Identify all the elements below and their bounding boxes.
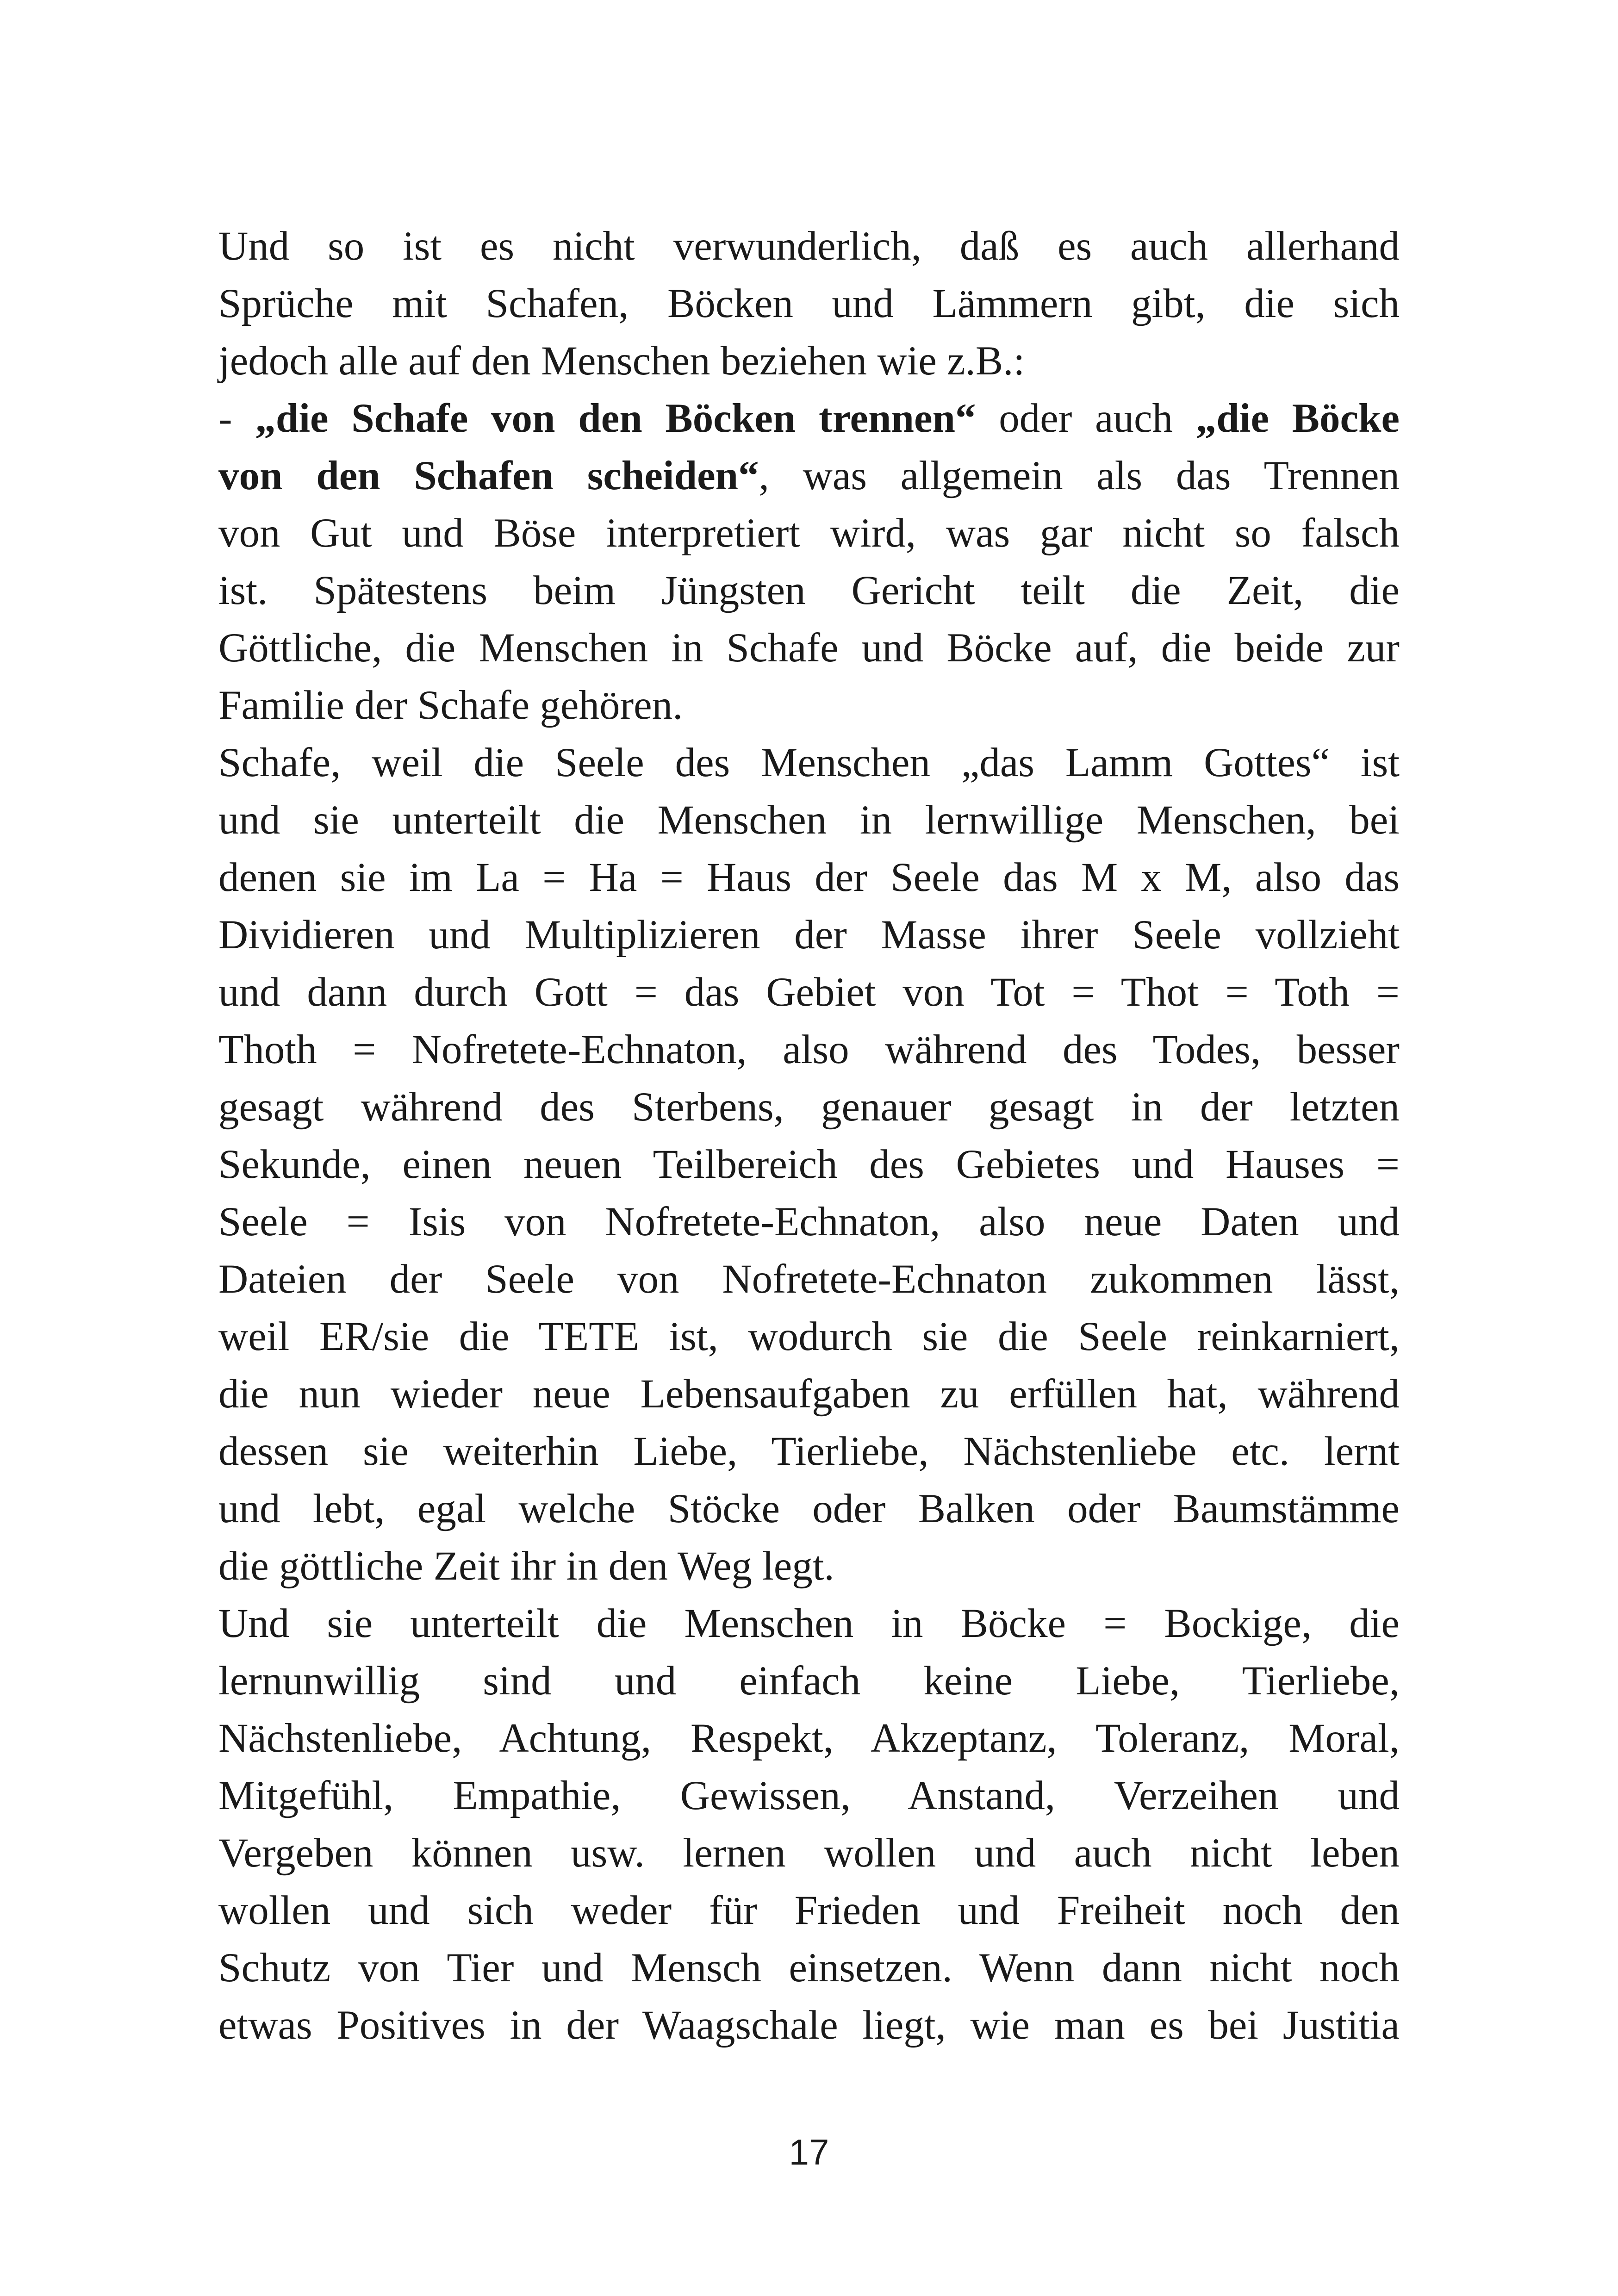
text-line [218,1078,1400,1136]
text-run: die nun wieder neue Lebensaufgaben zu erfüllen hat, während [218,1371,1400,1417]
text-line [218,447,1400,504]
text-line [218,562,1400,619]
text-line [218,1939,1400,1997]
text-run: etwas Positives in der Waagschale liegt, wie man es bei Justitia [218,2003,1400,2048]
text-line [218,1193,1400,1251]
text-run: von Gut und Böse interpretiert wird, was gar nicht so falsch [218,510,1400,556]
text-run: und dann durch Gott = das Gebiet von Tot = Thot = Toth = [218,970,1400,1015]
text-run: und lebt, egal welche Stöcke oder Balken oder Baumstämme [218,1486,1400,1531]
text-run: die göttliche Zeit ihr in den Weg legt. [218,1543,834,1589]
text-run: jedoch alle auf den Menschen beziehen wie z.B.: [218,338,1025,384]
text-line [218,619,1400,677]
text-run: , was allgemein als das Trennen [759,453,1400,498]
page-number: 17 [789,2132,829,2172]
text-line [218,218,1400,275]
text-run: Mitgefühl, Empathie, Gewissen, Anstand, Verzeihen und [218,1773,1400,1818]
text-line [218,1537,1400,1595]
text-line [218,275,1400,332]
text-run: dessen sie weiterhin Liebe, Tierliebe, Nächstenliebe etc. lernt [218,1429,1400,1474]
text-run: Schafe, weil die Seele des Menschen „das Lamm Gottes“ ist [218,740,1400,785]
text-run: lernunwillig sind und einfach keine Liebe, Tierliebe, [218,1658,1400,1704]
body-text [218,218,1400,2054]
text-line [218,332,1400,390]
text-line [218,1652,1400,1710]
text-run: denen sie im La = Ha = Haus der Seele das M x M, also das [218,855,1400,900]
text-line [218,1710,1400,1767]
text-line [218,1882,1400,1939]
text-run: Dividieren und Multiplizieren der Masse ihrer Seele vollzieht [218,912,1400,958]
text-run: Familie der Schafe gehören. [218,683,683,728]
text-line [218,1767,1400,1824]
text-run: Sprüche mit Schafen, Böcken und Lämmern gibt, die sich [218,281,1400,326]
text-line [218,390,1400,447]
text-line [218,1365,1400,1423]
text-run: Göttliche, die Menschen in Schafe und Böcke auf, die beide zur [218,625,1400,671]
text-run: ist. Spätestens beim Jüngsten Gericht teilt die Zeit, die [218,568,1400,613]
text-run: weil ER/sie die TETE ist, wodurch sie die Seele reinkarniert, [218,1314,1400,1359]
text-line [218,1251,1400,1308]
text-line [218,734,1400,791]
text-line [218,1480,1400,1537]
text-line [218,677,1400,734]
text-line [218,1824,1400,1882]
text-line [218,504,1400,562]
text-line [218,906,1400,964]
text-run: Dateien der Seele von Nofretete-Echnaton zukommen lässt, [218,1257,1400,1302]
text-line [218,1308,1400,1365]
text-run: Und sie unterteilt die Menschen in Böcke = Bockige, die [218,1601,1400,1646]
text-run: Nächstenliebe, Achtung, Respekt, Akzeptanz, Toleranz, Moral, [218,1716,1400,1761]
text-run: Und so ist es nicht verwunderlich, daß es auch allerhand [218,224,1400,269]
text-line [218,1997,1400,2054]
bold-phrase: von den Schafen scheiden“ [218,453,759,498]
text-run: - [218,396,255,441]
bold-phrase: „die Böcke [1195,396,1400,441]
text-line [218,791,1400,849]
text-run: Vergeben können usw. lernen wollen und auch nicht leben [218,1830,1400,1876]
text-run: gesagt während des Sterbens, genauer gesagt in der letzten [218,1084,1400,1130]
text-run: Thoth = Nofretete-Echnaton, also während des Todes, besser [218,1027,1400,1072]
text-line [218,1595,1400,1652]
text-line [218,849,1400,906]
text-run: Sekunde, einen neuen Teilbereich des Gebietes und Hauses = [218,1142,1400,1187]
text-run: Seele = Isis von Nofretete-Echnaton, also neue Daten und [218,1199,1400,1244]
text-run: und sie unterteilt die Menschen in lernwillige Menschen, bei [218,797,1400,843]
bold-phrase: „die Schafe von den Böcken trennen“ [255,396,976,441]
text-line [218,1021,1400,1078]
text-line [218,964,1400,1021]
text-run: oder auch [976,396,1196,441]
text-run: Schutz von Tier und Mensch einsetzen. Wenn dann nicht noch [218,1945,1400,1991]
text-run: wollen und sich weder für Frieden und Freiheit noch den [218,1888,1400,1933]
text-line [218,1136,1400,1193]
text-line [218,1423,1400,1480]
